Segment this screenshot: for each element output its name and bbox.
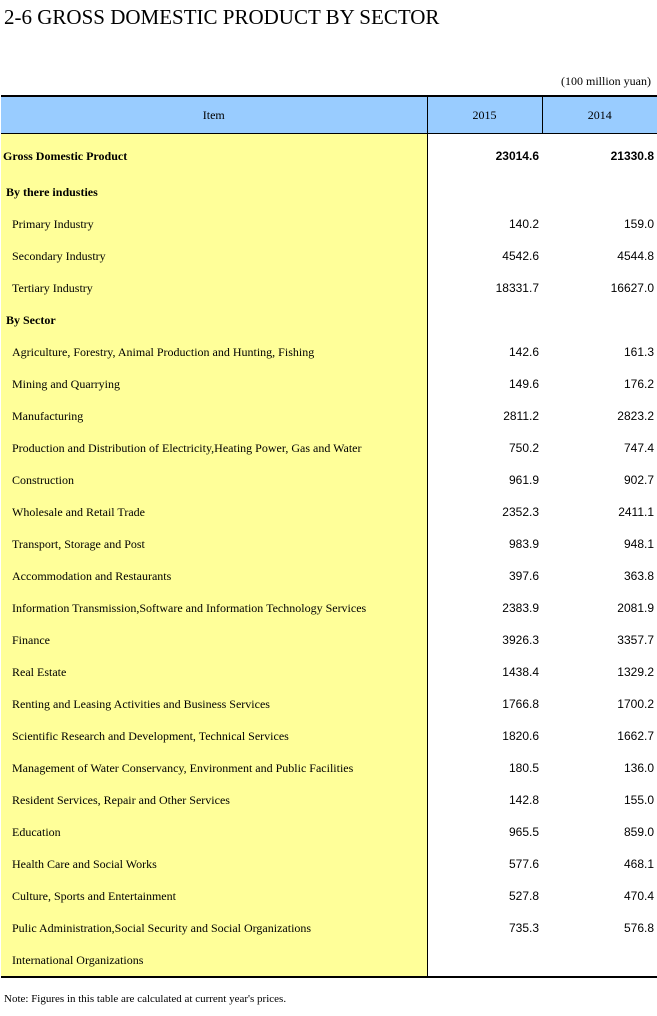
row-label: Transport, Storage and Post — [12, 536, 145, 551]
value-2014-cell — [542, 176, 657, 208]
row-label: Pulic Administration,Social Security and Social Organizations — [12, 920, 312, 935]
row-label: International Organizations — [12, 952, 144, 967]
value-2014-cell: 16627.0 — [610, 281, 654, 295]
row-item-cell — [1, 208, 427, 240]
row-item-cell — [1, 368, 427, 400]
value-2014-cell: 1662.7 — [617, 729, 654, 743]
column-header-2014: 2014 — [542, 96, 657, 134]
row-item-cell — [1, 496, 427, 528]
value-2015-cell: 142.6 — [508, 345, 539, 359]
value-2015-cell: 735.3 — [508, 921, 539, 935]
value-2014-cell: 902.7 — [623, 473, 654, 487]
value-2015-cell: 142.8 — [508, 793, 539, 807]
table-body — [1, 134, 657, 978]
table-row — [1, 560, 657, 592]
row-item-cell — [1, 912, 427, 944]
table-row — [1, 272, 657, 304]
row-label: By Sector — [6, 312, 56, 327]
row-label: Mining and Quarrying — [12, 376, 120, 391]
row-label: Information Transmission,Software and Information Technology Services — [12, 600, 367, 615]
page-title: 2-6 GROSS DOMESTIC PRODUCT BY SECTOR — [4, 5, 440, 29]
table-row — [1, 432, 657, 464]
table-row — [1, 304, 657, 336]
row-label: Construction — [12, 472, 74, 487]
row-item-cell — [1, 720, 427, 752]
value-2014-cell: 136.0 — [623, 761, 654, 775]
column-header-2015: 2015 — [427, 96, 542, 134]
value-2015-cell: 1766.8 — [502, 697, 539, 711]
value-2014-cell: 468.1 — [623, 857, 654, 871]
row-item-cell — [1, 400, 427, 432]
table-row — [1, 464, 657, 496]
value-2015-cell: 1820.6 — [502, 729, 539, 743]
row-item-cell — [1, 528, 427, 560]
table-row — [1, 656, 657, 688]
value-2015-cell: 149.6 — [508, 377, 539, 391]
value-2015-cell: 2383.9 — [502, 601, 539, 615]
value-2014-cell: 155.0 — [623, 793, 654, 807]
table-row — [1, 784, 657, 816]
table-row — [1, 592, 657, 624]
value-2015-cell: 577.6 — [508, 857, 539, 871]
row-label: Renting and Leasing Activities and Business Services — [12, 696, 270, 711]
row-item-cell — [1, 134, 427, 177]
value-2014-cell: 948.1 — [623, 537, 654, 551]
row-item-cell — [1, 272, 427, 304]
value-2014-cell: 2411.1 — [618, 505, 654, 519]
value-2015-cell: 18331.7 — [495, 281, 539, 295]
row-item-cell — [1, 592, 427, 624]
row-item-cell — [1, 304, 427, 336]
row-item-cell — [1, 560, 427, 592]
value-2015-cell — [427, 944, 542, 977]
table-row — [1, 176, 657, 208]
value-2015-cell: 4542.6 — [502, 249, 539, 263]
row-label: Finance — [12, 632, 50, 647]
value-2014-cell: 3357.7 — [617, 633, 654, 647]
value-2014-cell: 470.4 — [623, 889, 654, 903]
table-row — [1, 400, 657, 432]
value-2014-cell: 2823.2 — [617, 409, 654, 423]
row-item-cell — [1, 752, 427, 784]
value-2015-cell: 1438.4 — [502, 665, 539, 679]
value-2015-cell: 750.2 — [508, 441, 539, 455]
table-row — [1, 912, 657, 944]
row-item-cell — [1, 624, 427, 656]
table-row — [1, 496, 657, 528]
table-row — [1, 368, 657, 400]
row-label: Wholesale and Retail Trade — [12, 504, 145, 519]
row-label: Manufacturing — [12, 408, 84, 423]
row-item-cell — [1, 240, 427, 272]
value-2014-cell: 176.2 — [623, 377, 654, 391]
value-2015-cell: 2352.3 — [502, 505, 539, 519]
value-2015-cell: 961.9 — [508, 473, 539, 487]
value-2015-cell: 2811.2 — [503, 409, 539, 423]
value-2015-cell: 965.5 — [508, 825, 539, 839]
row-label: Accommodation and Restaurants — [12, 568, 172, 583]
table-row — [1, 720, 657, 752]
row-label: Culture, Sports and Entertainment — [12, 888, 176, 903]
row-item-cell — [1, 880, 427, 912]
row-label: Tertiary Industry — [12, 280, 93, 295]
row-label: Gross Domestic Product — [3, 148, 128, 163]
value-2014-cell: 159.0 — [623, 217, 654, 231]
value-2015-cell — [427, 304, 542, 336]
value-2015-cell — [427, 176, 542, 208]
row-item-cell — [1, 848, 427, 880]
value-2015-cell: 983.9 — [508, 537, 539, 551]
value-2014-cell: 4544.8 — [617, 249, 654, 263]
value-2015-cell: 527.8 — [508, 889, 539, 903]
table-row — [1, 336, 657, 368]
row-label: Agriculture, Forestry, Animal Production and Hunting, Fishing — [12, 344, 315, 359]
row-item-cell — [1, 656, 427, 688]
row-label: By there industies — [6, 184, 98, 199]
row-label: Education — [12, 824, 61, 839]
table-row — [1, 752, 657, 784]
table-row — [1, 240, 657, 272]
value-2014-cell: 2081.9 — [617, 601, 654, 615]
value-2014-cell: 859.0 — [623, 825, 654, 839]
value-2015-cell: 3926.3 — [502, 633, 539, 647]
row-label: Real Estate — [12, 664, 67, 679]
row-item-cell — [1, 816, 427, 848]
row-item-cell — [1, 944, 427, 977]
table-row — [1, 816, 657, 848]
value-2014-cell — [542, 944, 657, 977]
row-item-cell — [1, 432, 427, 464]
table-row — [1, 134, 657, 177]
table-row — [1, 688, 657, 720]
row-item-cell — [1, 176, 427, 208]
row-item-cell — [1, 336, 427, 368]
row-label: Resident Services, Repair and Other Services — [12, 792, 230, 807]
row-label: Primary Industry — [12, 216, 94, 231]
table-row — [1, 944, 657, 977]
value-2014-cell: 21330.8 — [610, 149, 654, 163]
gdp-table — [1, 95, 657, 978]
value-2015-cell: 180.5 — [508, 761, 539, 775]
value-2015-cell: 23014.6 — [495, 149, 539, 163]
value-2014-cell: 1329.2 — [617, 665, 654, 679]
value-2015-cell: 397.6 — [508, 569, 539, 583]
row-label: Scientific Research and Development, Technical Services — [12, 728, 289, 743]
table-row — [1, 624, 657, 656]
table-row — [1, 208, 657, 240]
value-2014-cell: 747.4 — [623, 441, 654, 455]
row-label: Production and Distribution of Electricity,Heating Power, Gas and Water — [12, 440, 362, 455]
table-row — [1, 528, 657, 560]
row-label: Health Care and Social Works — [12, 856, 157, 871]
row-item-cell — [1, 464, 427, 496]
table-row — [1, 880, 657, 912]
row-item-cell — [1, 784, 427, 816]
value-2014-cell: 1700.2 — [617, 697, 654, 711]
column-header-item: Item — [1, 96, 427, 134]
table-row — [1, 848, 657, 880]
table-note: Note: Figures in this table are calculated at current year's prices. — [4, 993, 287, 1005]
value-2014-cell: 363.8 — [623, 569, 654, 583]
value-2014-cell: 576.8 — [623, 921, 654, 935]
row-label: Secondary Industry — [12, 248, 106, 263]
value-2014-cell: 161.3 — [623, 345, 654, 359]
value-2015-cell: 140.2 — [508, 217, 539, 231]
row-label: Management of Water Conservancy, Environment and Public Facilities — [12, 760, 354, 775]
value-2014-cell — [542, 304, 657, 336]
row-item-cell — [1, 688, 427, 720]
table-header-row — [1, 96, 657, 134]
unit-label: (100 million yuan) — [561, 74, 651, 88]
